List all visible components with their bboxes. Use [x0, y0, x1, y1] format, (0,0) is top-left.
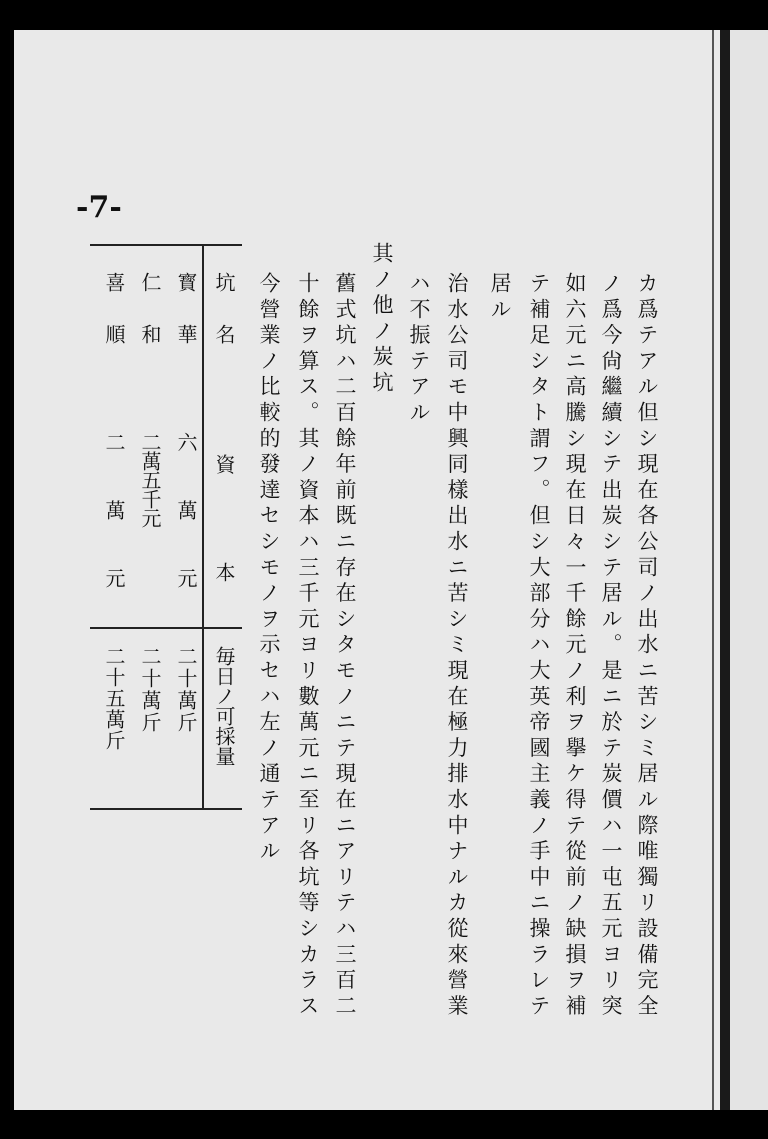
- text-column-2: ノ爲今尙繼續シテ出炭シテ居ル。是ニ於テ炭價ハ一屯五元ヨリ突: [599, 272, 623, 1021]
- row-3-capital: 二 萬 元: [102, 432, 126, 602]
- page-gutter: [720, 30, 730, 1110]
- table-top-rule: [90, 244, 242, 246]
- text-column-6: 治水公司モ中興同樣出水ニ苦シミ現在極力排水中ナルカ從來營業: [445, 272, 469, 1021]
- text-column-1: カ爲テアル但シ現在各公司ノ出水ニ苦シミ居ル際唯獨リ設備完全: [635, 272, 659, 1021]
- text-column-3: 如六元ニ高騰シ現在日々一千餘元ノ利ヲ擧ケ得テ從前ノ缺損ヲ補: [563, 272, 587, 1021]
- table-bottom-rule: [90, 808, 242, 810]
- text-column-9: 舊式坑ハ二百餘年前既ニ存在シタモノニテ現在ニアリテハ三百二: [333, 272, 357, 1021]
- header-mine-name: 坑 名: [212, 272, 236, 350]
- row-1-capital: 六 萬 元: [174, 432, 198, 602]
- coal-mine-table: [90, 244, 242, 810]
- row-1-name: 寳 華: [174, 272, 198, 350]
- text-column-11: 今營業ノ比較的發達セシモノヲ示セハ左ノ通テアル: [257, 272, 281, 866]
- row-2-capital: 二萬五千元: [138, 432, 162, 527]
- row-2-output: 二十萬斤: [138, 646, 162, 734]
- header-capital: 資 本: [212, 454, 236, 616]
- row-3-output: 二十五萬斤: [102, 646, 126, 751]
- adjacent-page-edge: [730, 30, 768, 1110]
- row-3-name: 喜 順: [102, 272, 126, 350]
- table-middle-rule: [90, 627, 242, 629]
- text-column-7: ハ不振テアル: [407, 272, 431, 427]
- page-edge-line: [712, 30, 714, 1110]
- text-column-4: テ補足シタト謂フ。但シ大部分ハ大英帝國主義ノ手中ニ操ラレテ: [527, 272, 551, 1021]
- section-heading: 其ノ他ノ炭坑: [370, 242, 394, 397]
- table-header-divider: [202, 244, 204, 810]
- text-column-10: 十餘ヲ算ス。其ノ資本ハ三千元ヨリ數萬元ニ至リ各坑等シカラス: [296, 272, 320, 1021]
- row-2-name: 仁 和: [138, 272, 162, 350]
- row-1-output: 二十萬斤: [174, 646, 198, 734]
- header-daily-output: 毎日ノ可採量: [212, 646, 236, 766]
- page-number: -7-: [76, 190, 122, 225]
- text-column-5: 居ル: [488, 272, 512, 324]
